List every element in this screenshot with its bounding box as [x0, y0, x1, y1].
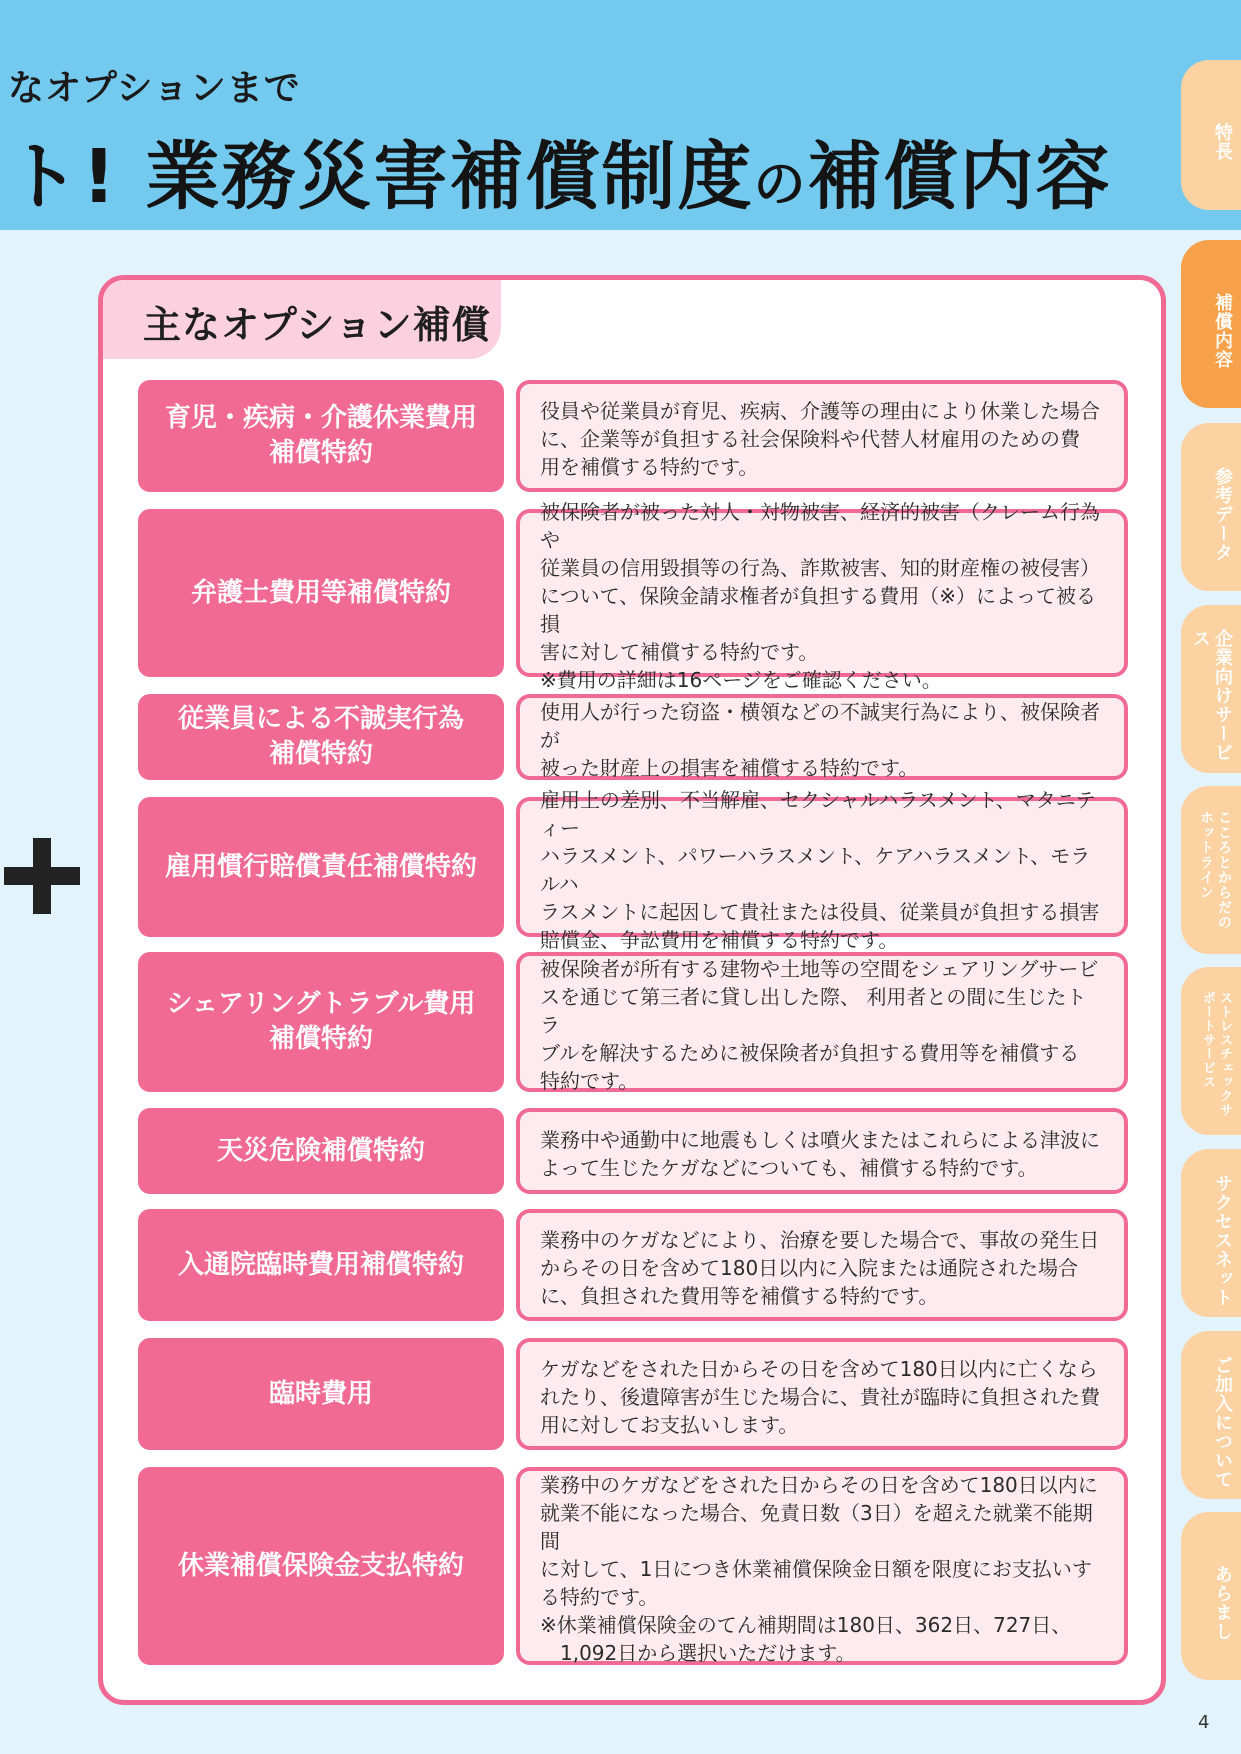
option-row — [138, 952, 1128, 1092]
panel-heading — [103, 280, 501, 359]
tab-label: こころとからだのホットライン — [1198, 810, 1232, 930]
option-description: 役員や従業員が育児、疾病、介護等の理由により休業した場合 に、企業等が負担する社会保険料や代替人材雇用のための費 用を補償する特約です。 — [516, 380, 1128, 492]
option-row — [138, 500, 1128, 692]
tab-corporate-services[interactable] — [1181, 605, 1241, 773]
tab-label: ご加入について — [1212, 1355, 1233, 1489]
option-name: 弁護士費用等補償特約 — [138, 509, 504, 677]
option-name: 休業補償保険金支払特約 — [138, 1467, 504, 1665]
option-description: 雇用上の差別、不当解雇、セクシャルハラスメント、マタニティー ハラスメント、パワーハラスメント、ケアハラスメント、モラルハ ラスメントに起因して貴社または役員、従業員が負担する損害 賠償金、争訟費用を補償する特約です。 — [516, 797, 1128, 937]
tab-features[interactable] — [1181, 60, 1241, 210]
tab-success-net[interactable] — [1181, 1149, 1241, 1317]
panel-heading-text: 主なオプション補償 — [143, 303, 491, 347]
title-part-b: の — [753, 155, 808, 215]
tab-overview[interactable] — [1181, 1512, 1241, 1680]
option-name: シェアリングトラブル費用 補償特約 — [138, 952, 504, 1092]
tab-coverage[interactable] — [1181, 240, 1241, 408]
tab-stress-check[interactable] — [1181, 967, 1241, 1135]
tab-label: 企業向けサービス — [1190, 629, 1233, 762]
tab-enrollment[interactable] — [1181, 1331, 1241, 1499]
option-name: 天災危険補償特約 — [138, 1108, 504, 1194]
option-row — [138, 694, 1128, 780]
plus-icon — [4, 838, 80, 914]
tab-label: 補償内容 — [1212, 293, 1233, 369]
title-part-a: ト! 業務災害補償制度 — [6, 134, 754, 220]
page-number: 4 — [1198, 1712, 1210, 1733]
page-header — [0, 0, 1241, 230]
option-row — [138, 1108, 1128, 1194]
option-name: 雇用慣行賠償責任補償特約 — [138, 797, 504, 937]
option-row — [138, 1338, 1128, 1450]
header-subtitle: なオプションまで — [8, 68, 301, 109]
tab-label: 特長 — [1212, 123, 1233, 161]
option-description: 業務中のケガなどにより、治療を要した場合で、事故の発生日 からその日を含めて180日以内に入院または通院された場合 に、負担された費用等を補償する特約です。 — [516, 1209, 1128, 1321]
option-description: 被保険者が被った対人・対物被害、経済的被害（クレーム行為や 従業員の信用毀損等の行為、詐欺被害、知的財産権の被侵害） について、保険金請求権者が負担する費用（※）によって被る損 害に対して補償する特約です。 ※費用の詳細は16ページをご確認ください。 — [516, 509, 1128, 677]
option-row — [138, 380, 1128, 492]
option-name: 入通院臨時費用補償特約 — [138, 1209, 504, 1321]
title-part-c: 補償内容 — [807, 134, 1112, 220]
option-row — [138, 1209, 1128, 1321]
option-row — [138, 788, 1128, 952]
page-title — [6, 118, 1112, 224]
tab-label: あらまし — [1212, 1565, 1233, 1641]
option-name: 従業員による不誠実行為 補償特約 — [138, 694, 504, 780]
option-description: 業務中や通勤中に地震もしくは噴火またはこれらによる津波に よって生じたケガなどについても、補償する特約です。 — [516, 1108, 1128, 1194]
option-row — [138, 1467, 1128, 1665]
option-description: 使用人が行った窃盗・横領などの不誠実行為により、被保険者が 被った財産上の損害を補償する特約です。 — [516, 694, 1128, 780]
option-name: 育児・疾病・介護休業費用 補償特約 — [138, 380, 504, 492]
option-name: 臨時費用 — [138, 1338, 504, 1450]
tab-label: サクセスネット — [1212, 1173, 1233, 1307]
tab-label: ストレスチェックサポートサービス — [1200, 991, 1232, 1117]
option-description: 被保険者が所有する建物や土地等の空間をシェアリングサービ スを通じて第三者に貸し出した際、 利用者との間に生じたトラ ブルを解決するために被保険者が負担する費用等を補償する 特約です。 — [516, 952, 1128, 1092]
option-description: 業務中のケガなどをされた日からその日を含めて180日以内に 就業不能になった場合、免責日数（3日）を超えた就業不能期間 に対して、1日につき休業補償保険金日額を限度にお支払いす る特約です。 ※休業補償保険金のてん補期間は180日、362日、727日、 1,092日から選択いただけます。 — [516, 1467, 1128, 1665]
tab-hotline[interactable] — [1181, 786, 1241, 954]
options-panel — [98, 275, 1166, 1705]
tab-reference-data[interactable] — [1181, 423, 1241, 591]
option-description: ケガなどをされた日からその日を含めて180日以内に亡くなら れたり、後遺障害が生じた場合に、貴社が臨時に負担された費 用に対してお支払いします。 — [516, 1338, 1128, 1450]
tab-label: 参考データ — [1212, 466, 1233, 562]
